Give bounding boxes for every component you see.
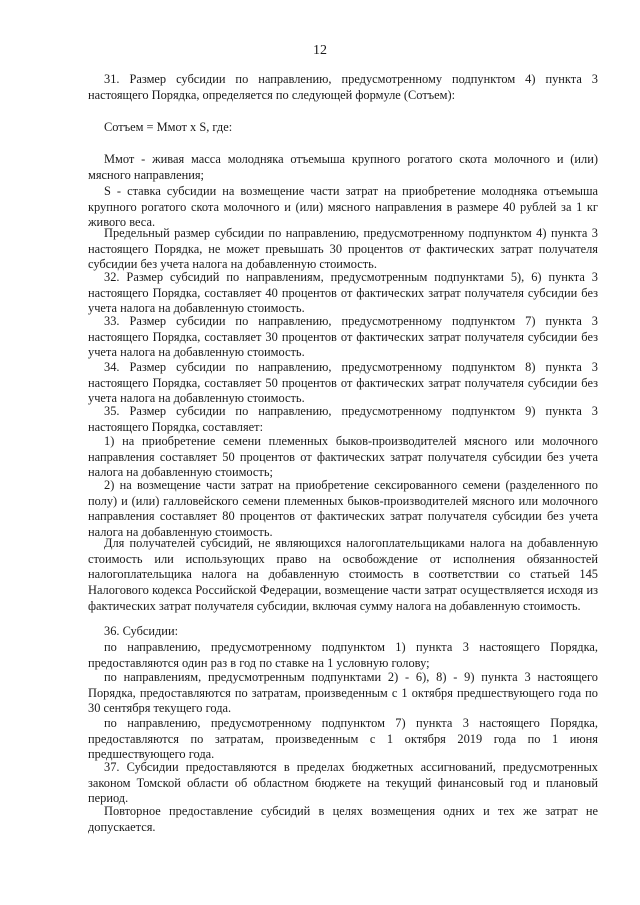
paragraph-s-rate: S - ставка субсидии на возмещение части затрат на приобретение молодняка отъемыша крупного рогатого скота молочного и (или) мясного направления в размере 40 рублей за 1 кг живого веса. [88, 184, 598, 230]
paragraph-mmot: Ммот - живая масса молодняка отъемыша крупного рогатого скота молочного и (или) мясного направления; [88, 152, 598, 182]
paragraph-36-item-1: по направлению, предусмотренному подпунктом 1) пункта 3 настоящего Порядка, предоставляются один раз в год по ставке на 1 условную голову; [88, 640, 598, 670]
page-number: 12 [313, 43, 327, 58]
paragraph-36-item-3: по направлению, предусмотренному подпунктом 7) пункта 3 настоящего Порядка, предоставляются по затратам, произведенным с 1 октября 2019 года по 1 июня предшествующего года. [88, 716, 598, 762]
paragraph-32: 32. Размер субсидий по направлениям, предусмотренным подпунктами 5), 6) пункта 3 настоящего Порядка, составляет 40 процентов от фактических затрат получателя субсидии без учета налога на добавленную стоимость. [88, 270, 598, 316]
paragraph-35: 35. Размер субсидии по направлению, предусмотренному подпунктом 9) пункта 3 настоящего Порядка, составляет: [88, 404, 598, 434]
paragraph-36: 36. Субсидии: [104, 624, 179, 638]
formula: Сотъем = Ммот x S, где: [104, 120, 233, 134]
paragraph-vat-exempt: Для получателей субсидий, не являющихся налогоплательщиками налога на добавленную стоимость или использующих право на освобождение от исполнения обязанностей налогоплательщика налога на добавленную стоимость в соответствии со статьей 145 Налогового кодекса Российской Федерации, возмещение части затрат осуществляется исходя из фактических затрат получателя субсидии, включая сумму налога на добавленную стоимость. [88, 536, 598, 613]
paragraph-36-item-2: по направлениям, предусмотренным подпунктами 2) - 6), 8) - 9) пункта 3 настоящего Порядка, предоставляются по затратам, произведенным с 1 октября предшествующего года по 30 сентября текущего года. [88, 670, 598, 716]
paragraph-37: 37. Субсидии предоставляются в пределах бюджетных ассигнований, предусмотренных законом Томской области об областном бюджете на текущий финансовый год и плановый период. [88, 760, 598, 806]
paragraph-35-item-1: 1) на приобретение семени племенных быков-производителей мясного или молочного направления составляет 50 процентов от фактических затрат получателя субсидии без учета налога на добавленную стоимость; [88, 434, 598, 480]
paragraph-35-item-2: 2) на возмещение части затрат на приобретение сексированного семени (разделенного по полу) и (или) галловейского семени племенных быков-производителей мясного или молочного направления составляет 80 процентов от фактических затрат получателя субсидии без учета налога на добавленную стоимость. [88, 478, 598, 540]
paragraph-repeat: Повторное предоставление субсидий в целях возмещения одних и тех же затрат не допускается. [88, 804, 598, 834]
paragraph-31: 31. Размер субсидии по направлению, предусмотренному подпунктом 4) пункта 3 настоящего Порядка, определяется по следующей формуле (Сотъем): [88, 72, 598, 102]
paragraph-limit: Предельный размер субсидии по направлению, предусмотренному подпунктом 4) пункта 3 настоящего Порядка, не может превышать 30 процентов от фактических затрат получателя субсидии без учета налога на добавленную стоимость. [88, 226, 598, 272]
paragraph-33: 33. Размер субсидии по направлению, предусмотренному подпунктом 7) пункта 3 настоящего Порядка, составляет 30 процентов от фактических затрат получателя субсидии без учета налога на добавленную стоимость. [88, 314, 598, 360]
paragraph-34: 34. Размер субсидии по направлению, предусмотренному подпунктом 8) пункта 3 настоящего Порядка, составляет 50 процентов от фактических затрат получателя субсидии без учета налога на добавленную стоимость. [88, 360, 598, 406]
